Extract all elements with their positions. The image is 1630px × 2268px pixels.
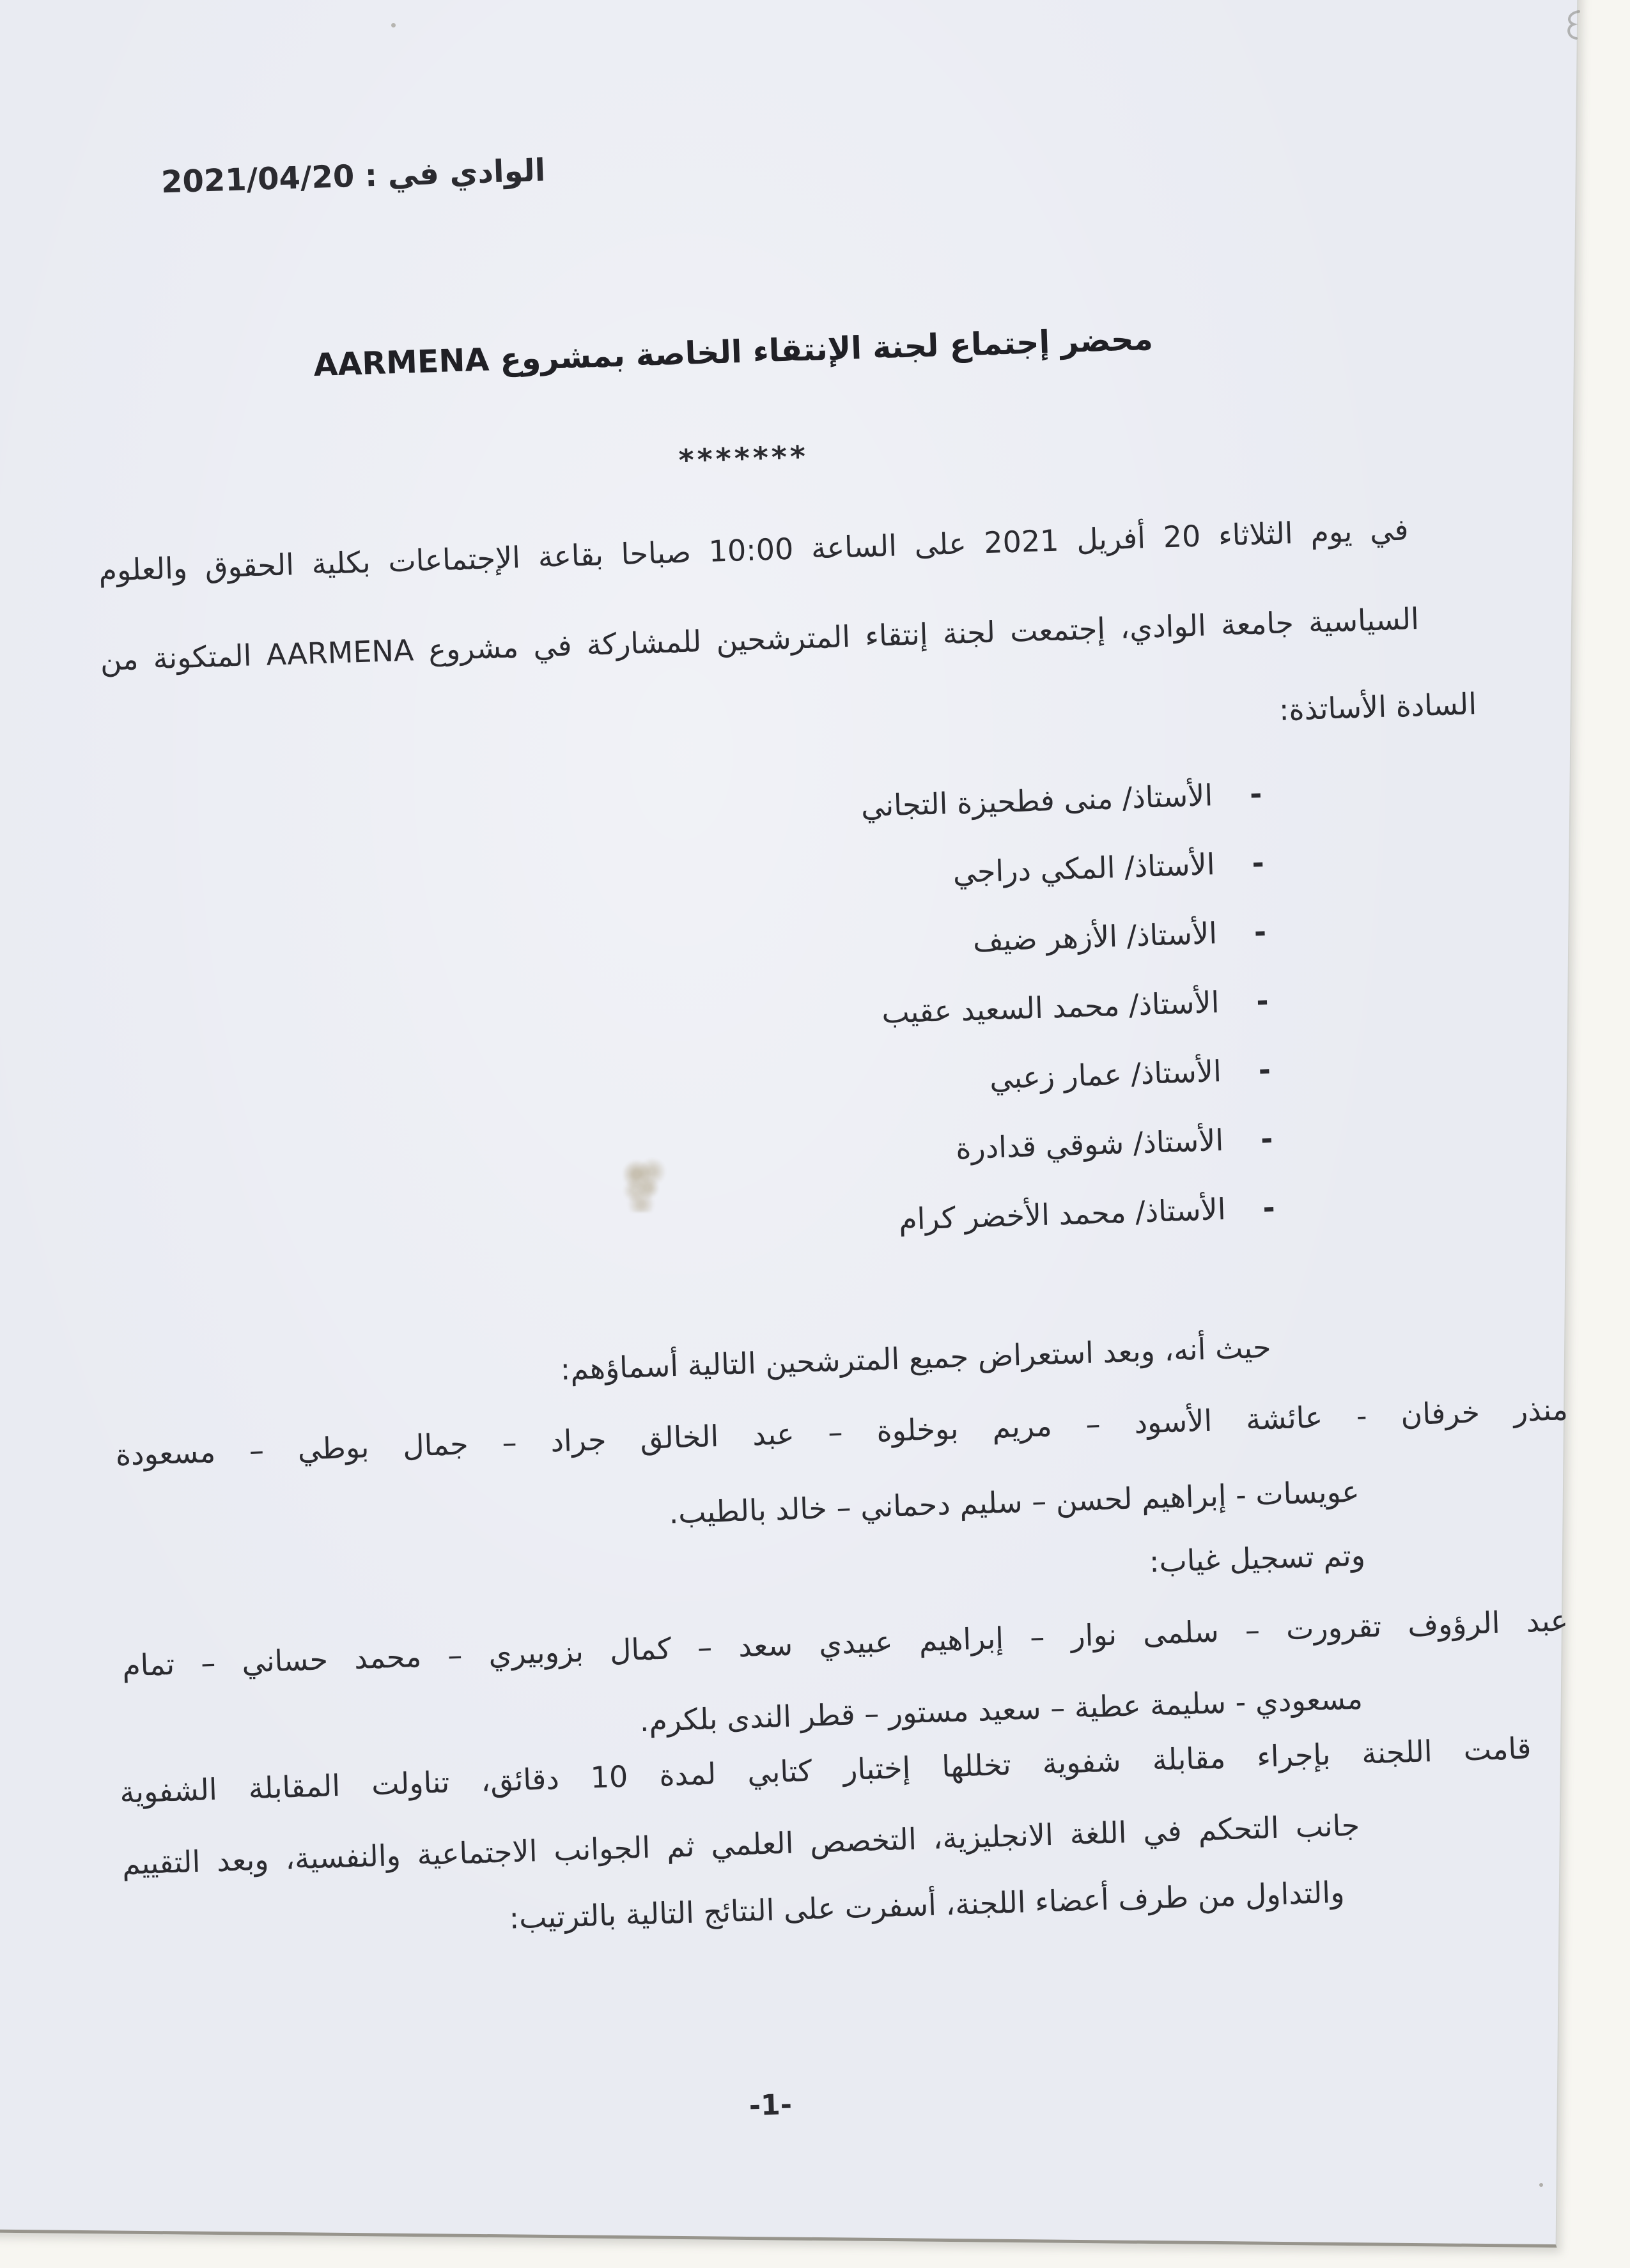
list-dash-bullet: - bbox=[1251, 845, 1265, 881]
list-dash-bullet: - bbox=[1257, 1052, 1271, 1088]
interview-paragraph-line-3: والتداول من طرف أعضاء اللجنة، أسفرت على النتائج التالية بالترتيب: bbox=[508, 1874, 1346, 1936]
committee-member-row bbox=[869, 1049, 1273, 1131]
list-dash-bullet: - bbox=[1262, 1190, 1276, 1226]
date-line: الوادي في : 2021/04/20 bbox=[160, 152, 546, 201]
committee-member-name: الأستاذ/ عمار زعبي bbox=[989, 1054, 1222, 1096]
committee-member-name: الأستاذ/ محمد السعيد عقيب bbox=[881, 985, 1220, 1030]
review-intro-line: حيث أنه، وبعد استعراض جميع المترشحين التالية أسماؤهم: bbox=[559, 1329, 1272, 1387]
interview-paragraph-line-1: قامت اللجنة بإجراء مقابلة شفوية تخللها إختبار كتابي لمدة 10 دقائق، تناولت المقابلة الشفوية bbox=[119, 1731, 1532, 1810]
absent-line-2: مسعودي - سليمة عطية – سعيد مستور – قطر الندى بلكرم. bbox=[639, 1681, 1363, 1739]
page-number: -1- bbox=[748, 2088, 793, 2122]
intro-paragraph-line-1: في يوم الثلاثاء 20 أفريل 2021 على الساعة 10:00 صباحا بقاعة الإجتماعات بكلية الحقوق والعلوم bbox=[98, 512, 1409, 588]
candidates-line-1: منذر خرفان - عائشة الأسود – مريم بوخلوة – عبد الخالق جراد – جمال بوطي – مسعودة bbox=[114, 1392, 1569, 1472]
committee-member-row bbox=[865, 911, 1268, 993]
committee-member-name: الأستاذ/ الأزهر ضيف bbox=[972, 916, 1218, 959]
committee-member-row bbox=[873, 1187, 1277, 1269]
committee-member-row bbox=[867, 980, 1270, 1062]
absent-line-1: عبد الرؤوف تقرورت – سلمى نوار – إبراهيم عبيدي سعد – كمال بزوبيري – محمد حساني – تمام bbox=[121, 1603, 1569, 1683]
list-dash-bullet: - bbox=[1249, 776, 1263, 812]
list-dash-bullet: - bbox=[1260, 1121, 1274, 1157]
list-dash-bullet: - bbox=[1255, 983, 1269, 1019]
list-dash-bullet: - bbox=[1254, 914, 1267, 950]
committee-member-name: الأستاذ/ محمد الأخضر كرام bbox=[898, 1191, 1227, 1237]
interview-paragraph-line-2: جانب التحكم في اللغة الانجليزية، التخصص العلمي ثم الجوانب الاجتماعية والنفسية، وبعد التقييم bbox=[121, 1807, 1360, 1881]
document-title: محضر إجتماع لجنة الإنتقاء الخاصة بمشروع AARMENA bbox=[313, 320, 1154, 384]
committee-member-row bbox=[871, 1118, 1275, 1200]
committee-member-name: الأستاذ/ المكي دراجي bbox=[952, 847, 1216, 890]
committee-member-name: الأستاذ/ منى فطحيزة التجاني bbox=[860, 778, 1214, 824]
intro-paragraph-line-3: السادة الأساتذة: bbox=[1278, 686, 1477, 727]
separator-stars: ******* bbox=[678, 438, 809, 478]
intro-paragraph-line-2: السياسية جامعة الوادي، إجتمعت لجنة إنتقاء المترشحين للمشاركة في مشروع AARMENA المتكونة من bbox=[99, 601, 1420, 677]
committee-member-row bbox=[860, 773, 1264, 855]
absence-intro-line: وتم تسجيل غياب: bbox=[1149, 1538, 1366, 1579]
committee-list bbox=[860, 773, 1277, 1269]
candidates-line-2: عويسات - إبراهيم لحسن – سليم دحماني – خالد بالطيب. bbox=[668, 1474, 1360, 1531]
committee-member-name: الأستاذ/ شوقي قدادرة bbox=[955, 1122, 1224, 1166]
committee-member-row bbox=[862, 842, 1266, 924]
